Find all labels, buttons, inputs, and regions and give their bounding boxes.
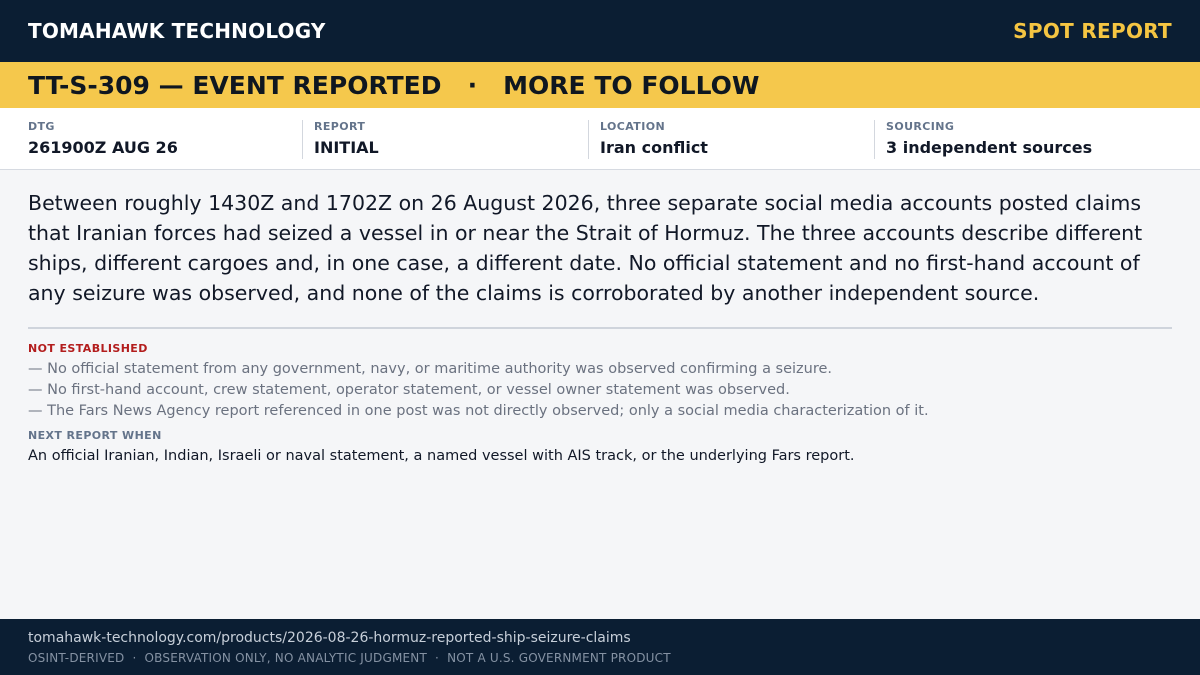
footer — [0, 619, 1200, 675]
meta-value: INITIAL — [314, 138, 379, 157]
meta-sourcing — [874, 120, 1174, 159]
meta-label: DTG — [28, 120, 55, 133]
footer-disclaimer: OSINT-DERIVED · OBSERVATION ONLY, NO ANALYTIC JUDGMENT · NOT A U.S. GOVERNMENT PRODUCT — [28, 651, 671, 665]
meta-dtg — [28, 120, 298, 159]
not-established-label: NOT ESTABLISHED — [28, 342, 148, 355]
report-summary: Between roughly 1430Z and 1702Z on 26 August 2026, three separate social media accounts posted claims that Iranian forces had seized a vessel in or near the Strait of Hormuz. The three accounts describe different ships, different cargoes and, in one case, a different date. No official statement and no first-hand account of any seizure was observed, and none of the claims is corroborated by another independent source. — [28, 191, 1143, 305]
meta-label: REPORT — [314, 120, 366, 133]
meta-value: Iran conflict — [600, 138, 708, 157]
meta-value: 261900Z AUG 26 — [28, 138, 178, 157]
list-item: — No official statement from any government, navy, or maritime authority was observed confirming a seizure. — [28, 361, 833, 377]
meta-location — [588, 120, 868, 159]
meta-report — [302, 120, 582, 159]
not-established-list — [28, 359, 929, 422]
meta-label: SOURCING — [886, 120, 955, 133]
brand-name: TOMAHAWK TECHNOLOGY — [28, 19, 326, 43]
document-type: SPOT REPORT — [1013, 19, 1172, 43]
meta-value: 3 independent sources — [886, 138, 1093, 157]
next-report-label: NEXT REPORT WHEN — [28, 429, 162, 442]
meta-label: LOCATION — [600, 120, 666, 133]
footer-url[interactable]: tomahawk-technology.com/products/2026-08-26-hormuz-reported-ship-seizure-claims — [28, 630, 631, 646]
top-bar — [0, 0, 1200, 62]
next-report-text: An official Iranian, Indian, Israeli or naval statement, a named vessel with AIS track, or the underlying Fars report. — [28, 448, 855, 464]
list-item: — No first-hand account, crew statement, operator statement, or vessel owner statement was observed. — [28, 382, 790, 398]
list-item: — The Fars News Agency report referenced in one post was not directly observed; only a social media characterization of it. — [28, 403, 929, 419]
headline-banner: TT-S-309 — EVENT REPORTED · MORE TO FOLLOW — [0, 62, 1200, 108]
metadata-strip — [0, 108, 1200, 170]
section-divider — [28, 327, 1172, 329]
